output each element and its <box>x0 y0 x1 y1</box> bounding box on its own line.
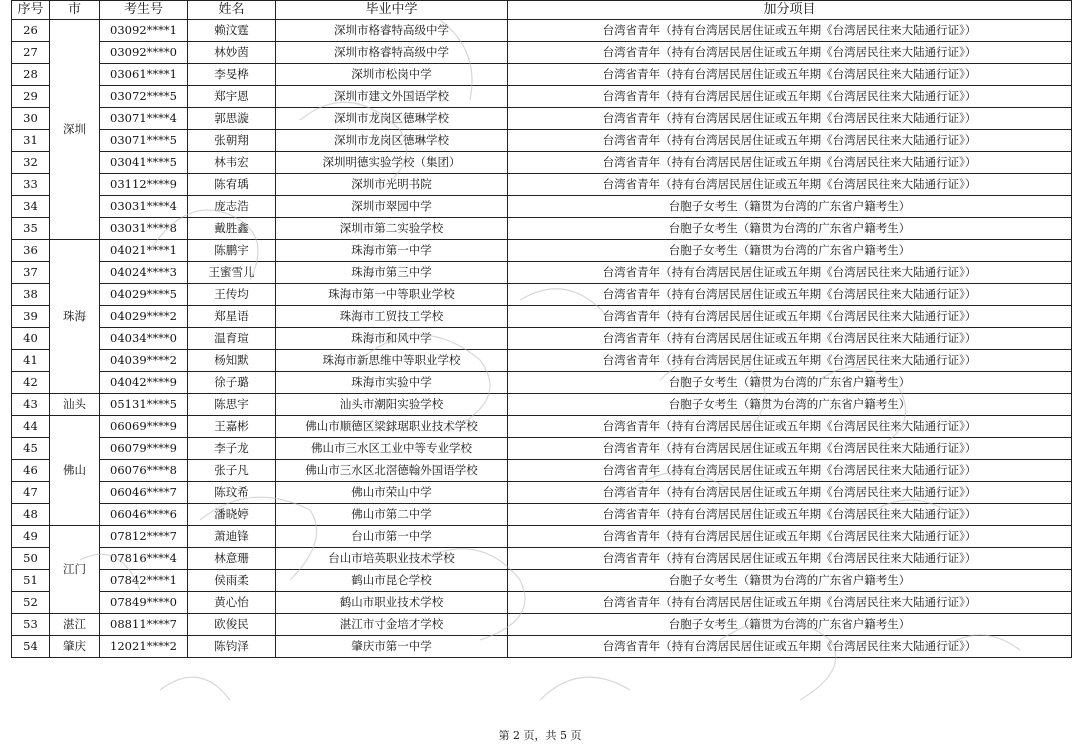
bonus-item: 台胞子女考生（籍贯为台湾的广东省户籍考生） <box>508 240 1072 262</box>
row-index: 29 <box>12 86 50 108</box>
exam-number: 03031****8 <box>100 218 188 240</box>
bonus-item: 台湾省青年（持有台湾居民居住证或五年期《台湾居民往来大陆通行证》） <box>508 306 1072 328</box>
exam-number: 03092****0 <box>100 42 188 64</box>
graduated-school: 佛山市三水区北滘德翰外国语学校 <box>276 460 508 482</box>
graduated-school: 台山市培英职业技术学校 <box>276 548 508 570</box>
student-name: 陈宥瑀 <box>188 174 276 196</box>
graduated-school: 深圳市格睿特高级中学 <box>276 20 508 42</box>
exam-number: 04029****2 <box>100 306 188 328</box>
student-name: 欧俊民 <box>188 614 276 636</box>
table-row <box>12 636 1072 658</box>
table-row <box>12 174 1072 196</box>
exam-number: 05131****5 <box>100 394 188 416</box>
bonus-item: 台湾省青年（持有台湾居民居住证或五年期《台湾居民往来大陆通行证》） <box>508 130 1072 152</box>
exam-number: 08811****7 <box>100 614 188 636</box>
graduated-school: 佛山市第二中学 <box>276 504 508 526</box>
student-name: 侯雨柔 <box>188 570 276 592</box>
header-exam-number: 考生号 <box>100 1 188 20</box>
row-index: 43 <box>12 394 50 416</box>
student-name: 李旻桦 <box>188 64 276 86</box>
row-index: 45 <box>12 438 50 460</box>
graduated-school: 深圳市建文外国语学校 <box>276 86 508 108</box>
row-index: 34 <box>12 196 50 218</box>
bonus-item: 台湾省青年（持有台湾居民居住证或五年期《台湾居民往来大陆通行证》） <box>508 328 1072 350</box>
row-index: 32 <box>12 152 50 174</box>
student-name: 王传均 <box>188 284 276 306</box>
graduated-school: 台山市第一中学 <box>276 526 508 548</box>
header-school: 毕业中学 <box>276 1 508 20</box>
table-row <box>12 372 1072 394</box>
student-name: 林韦宏 <box>188 152 276 174</box>
exam-number: 07812****7 <box>100 526 188 548</box>
graduated-school: 珠海市新思维中等职业学校 <box>276 350 508 372</box>
exam-number: 07849****0 <box>100 592 188 614</box>
table-row <box>12 306 1072 328</box>
graduated-school: 珠海市第一中学 <box>276 240 508 262</box>
student-name: 陈钧泽 <box>188 636 276 658</box>
row-index: 53 <box>12 614 50 636</box>
row-index: 28 <box>12 64 50 86</box>
exam-number: 06046****6 <box>100 504 188 526</box>
row-index: 46 <box>12 460 50 482</box>
bonus-item: 台湾省青年（持有台湾居民居住证或五年期《台湾居民往来大陆通行证》） <box>508 174 1072 196</box>
graduated-school: 佛山市荣山中学 <box>276 482 508 504</box>
header-city: 市 <box>50 1 100 20</box>
exam-number: 04021****1 <box>100 240 188 262</box>
graduated-school: 汕头市潮阳实验学校 <box>276 394 508 416</box>
graduated-school: 深圳市龙岗区德琳学校 <box>276 130 508 152</box>
city-cell: 汕头 <box>50 394 100 416</box>
student-name: 徐子璐 <box>188 372 276 394</box>
header-row <box>12 1 1072 20</box>
bonus-item: 台湾省青年（持有台湾居民居住证或五年期《台湾居民往来大陆通行证》） <box>508 460 1072 482</box>
table-header <box>12 1 1072 20</box>
bonus-item: 台湾省青年（持有台湾居民居住证或五年期《台湾居民往来大陆通行证》） <box>508 42 1072 64</box>
exam-number: 03092****1 <box>100 20 188 42</box>
table-row <box>12 64 1072 86</box>
bonus-item: 台湾省青年（持有台湾居民居住证或五年期《台湾居民往来大陆通行证》） <box>508 438 1072 460</box>
bonus-item: 台湾省青年（持有台湾居民居住证或五年期《台湾居民往来大陆通行证》） <box>508 86 1072 108</box>
exam-number: 04034****0 <box>100 328 188 350</box>
graduated-school: 湛江市寸金培才学校 <box>276 614 508 636</box>
row-index: 30 <box>12 108 50 130</box>
row-index: 38 <box>12 284 50 306</box>
table-row <box>12 416 1072 438</box>
exam-number: 03112****9 <box>100 174 188 196</box>
bonus-item: 台胞子女考生（籍贯为台湾的广东省户籍考生） <box>508 372 1072 394</box>
graduated-school: 鹤山市昆仑学校 <box>276 570 508 592</box>
student-name: 温育瑄 <box>188 328 276 350</box>
table-row <box>12 570 1072 592</box>
row-index: 42 <box>12 372 50 394</box>
graduated-school: 深圳市光明书院 <box>276 174 508 196</box>
table-row <box>12 240 1072 262</box>
student-name: 张子凡 <box>188 460 276 482</box>
exam-number: 12021****2 <box>100 636 188 658</box>
student-name: 潘晓婷 <box>188 504 276 526</box>
bonus-item: 台湾省青年（持有台湾居民居住证或五年期《台湾居民往来大陆通行证》） <box>508 350 1072 372</box>
bonus-item: 台湾省青年（持有台湾居民居住证或五年期《台湾居民往来大陆通行证》） <box>508 152 1072 174</box>
graduated-school: 佛山市三水区工业中等专业学校 <box>276 438 508 460</box>
student-name: 郑星语 <box>188 306 276 328</box>
row-index: 39 <box>12 306 50 328</box>
bonus-item: 台湾省青年（持有台湾居民居住证或五年期《台湾居民往来大陆通行证》） <box>508 284 1072 306</box>
student-name: 林妙茵 <box>188 42 276 64</box>
exam-number: 04042****9 <box>100 372 188 394</box>
bonus-item: 台胞子女考生（籍贯为台湾的广东省户籍考生） <box>508 570 1072 592</box>
table-row <box>12 152 1072 174</box>
table-row <box>12 548 1072 570</box>
row-index: 49 <box>12 526 50 548</box>
bonus-item: 台湾省青年（持有台湾居民居住证或五年期《台湾居民往来大陆通行证》） <box>508 592 1072 614</box>
bonus-item: 台湾省青年（持有台湾居民居住证或五年期《台湾居民往来大陆通行证》） <box>508 482 1072 504</box>
graduated-school: 珠海市和风中学 <box>276 328 508 350</box>
row-index: 50 <box>12 548 50 570</box>
exam-number: 03061****1 <box>100 64 188 86</box>
student-name: 陈鹏宇 <box>188 240 276 262</box>
bonus-item: 台胞子女考生（籍贯为台湾的广东省户籍考生） <box>508 614 1072 636</box>
row-index: 54 <box>12 636 50 658</box>
bonus-item: 台湾省青年（持有台湾居民居住证或五年期《台湾居民往来大陆通行证》） <box>508 20 1072 42</box>
admission-bonus-table <box>11 0 1072 658</box>
exam-number: 03071****4 <box>100 108 188 130</box>
page-footer <box>0 727 1080 743</box>
city-cell: 湛江 <box>50 614 100 636</box>
bonus-item: 台湾省青年（持有台湾居民居住证或五年期《台湾居民往来大陆通行证》） <box>508 504 1072 526</box>
student-name: 黄心怡 <box>188 592 276 614</box>
row-index: 31 <box>12 130 50 152</box>
table-row <box>12 438 1072 460</box>
student-name: 郭思漩 <box>188 108 276 130</box>
bonus-item: 台湾省青年（持有台湾居民居住证或五年期《台湾居民往来大陆通行证》） <box>508 64 1072 86</box>
graduated-school: 佛山市顺德区梁銶琚职业技术学校 <box>276 416 508 438</box>
table-row <box>12 614 1072 636</box>
city-cell: 佛山 <box>50 416 100 526</box>
table-row <box>12 218 1072 240</box>
header-name: 姓名 <box>188 1 276 20</box>
bonus-item: 台湾省青年（持有台湾居民居住证或五年期《台湾居民往来大陆通行证》） <box>508 262 1072 284</box>
graduated-school: 深圳明德实验学校（集团） <box>276 152 508 174</box>
table-row <box>12 284 1072 306</box>
bonus-item: 台胞子女考生（籍贯为台湾的广东省户籍考生） <box>508 196 1072 218</box>
row-index: 26 <box>12 20 50 42</box>
row-index: 44 <box>12 416 50 438</box>
table-row <box>12 504 1072 526</box>
row-index: 47 <box>12 482 50 504</box>
exam-number: 03072****5 <box>100 86 188 108</box>
table-row <box>12 130 1072 152</box>
city-cell: 肇庆 <box>50 636 100 658</box>
exam-number: 07816****4 <box>100 548 188 570</box>
bonus-item: 台胞子女考生（籍贯为台湾的广东省户籍考生） <box>508 218 1072 240</box>
exam-number: 06076****8 <box>100 460 188 482</box>
row-index: 27 <box>12 42 50 64</box>
table-row <box>12 592 1072 614</box>
graduated-school: 珠海市第一中等职业学校 <box>276 284 508 306</box>
student-name: 庞志浩 <box>188 196 276 218</box>
city-cell: 江门 <box>50 526 100 614</box>
table-row <box>12 42 1072 64</box>
table-row <box>12 460 1072 482</box>
exam-number: 06079****9 <box>100 438 188 460</box>
graduated-school: 珠海市第三中学 <box>276 262 508 284</box>
table-row <box>12 20 1072 42</box>
graduated-school: 深圳市翠园中学 <box>276 196 508 218</box>
student-name: 杨知默 <box>188 350 276 372</box>
table-body <box>12 20 1072 658</box>
row-index: 36 <box>12 240 50 262</box>
student-name: 林意珊 <box>188 548 276 570</box>
student-name: 陈玟希 <box>188 482 276 504</box>
graduated-school: 鹤山市职业技术学校 <box>276 592 508 614</box>
row-index: 37 <box>12 262 50 284</box>
graduated-school: 深圳市格睿特高级中学 <box>276 42 508 64</box>
row-index: 52 <box>12 592 50 614</box>
bonus-item: 台湾省青年（持有台湾居民居住证或五年期《台湾居民往来大陆通行证》） <box>508 416 1072 438</box>
bonus-item: 台胞子女考生（籍贯为台湾的广东省户籍考生） <box>508 394 1072 416</box>
row-index: 35 <box>12 218 50 240</box>
student-name: 赖汶霆 <box>188 20 276 42</box>
header-bonus-item: 加分项目 <box>508 1 1072 20</box>
graduated-school: 深圳市松岗中学 <box>276 64 508 86</box>
bonus-item: 台湾省青年（持有台湾居民居住证或五年期《台湾居民往来大陆通行证》） <box>508 108 1072 130</box>
student-name: 王嘉彬 <box>188 416 276 438</box>
table-row <box>12 328 1072 350</box>
page-number: 第 2 页，共 5 页 <box>498 729 582 742</box>
row-index: 51 <box>12 570 50 592</box>
row-index: 40 <box>12 328 50 350</box>
student-name: 郑宇恩 <box>188 86 276 108</box>
student-name: 李子龙 <box>188 438 276 460</box>
exam-number: 03041****5 <box>100 152 188 174</box>
bonus-item: 台湾省青年（持有台湾居民居住证或五年期《台湾居民往来大陆通行证》） <box>508 636 1072 658</box>
graduated-school: 珠海市实验中学 <box>276 372 508 394</box>
city-cell: 深圳 <box>50 20 100 240</box>
table-row <box>12 86 1072 108</box>
exam-number: 07842****1 <box>100 570 188 592</box>
graduated-school: 深圳市龙岗区德琳学校 <box>276 108 508 130</box>
header-index: 序号 <box>12 1 50 20</box>
bonus-item: 台湾省青年（持有台湾居民居住证或五年期《台湾居民往来大陆通行证》） <box>508 526 1072 548</box>
table-row <box>12 526 1072 548</box>
exam-number: 04024****3 <box>100 262 188 284</box>
table-row <box>12 196 1072 218</box>
student-name: 陈思宇 <box>188 394 276 416</box>
row-index: 33 <box>12 174 50 196</box>
exam-number: 03071****5 <box>100 130 188 152</box>
student-name: 王蜜雪儿 <box>188 262 276 284</box>
graduated-school: 珠海市工贸技工学校 <box>276 306 508 328</box>
bonus-item: 台湾省青年（持有台湾居民居住证或五年期《台湾居民往来大陆通行证》） <box>508 548 1072 570</box>
table-row <box>12 262 1072 284</box>
exam-number: 04029****5 <box>100 284 188 306</box>
student-name: 戴胜鑫 <box>188 218 276 240</box>
exam-number: 06069****9 <box>100 416 188 438</box>
graduated-school: 深圳市第二实验学校 <box>276 218 508 240</box>
city-cell: 珠海 <box>50 240 100 394</box>
student-name: 张朝翔 <box>188 130 276 152</box>
table-row <box>12 108 1072 130</box>
row-index: 41 <box>12 350 50 372</box>
graduated-school: 肇庆市第一中学 <box>276 636 508 658</box>
table-row <box>12 350 1072 372</box>
exam-number: 04039****2 <box>100 350 188 372</box>
student-name: 萧迪锋 <box>188 526 276 548</box>
row-index: 48 <box>12 504 50 526</box>
exam-number: 06046****7 <box>100 482 188 504</box>
table-row <box>12 482 1072 504</box>
exam-number: 03031****4 <box>100 196 188 218</box>
table-row <box>12 394 1072 416</box>
